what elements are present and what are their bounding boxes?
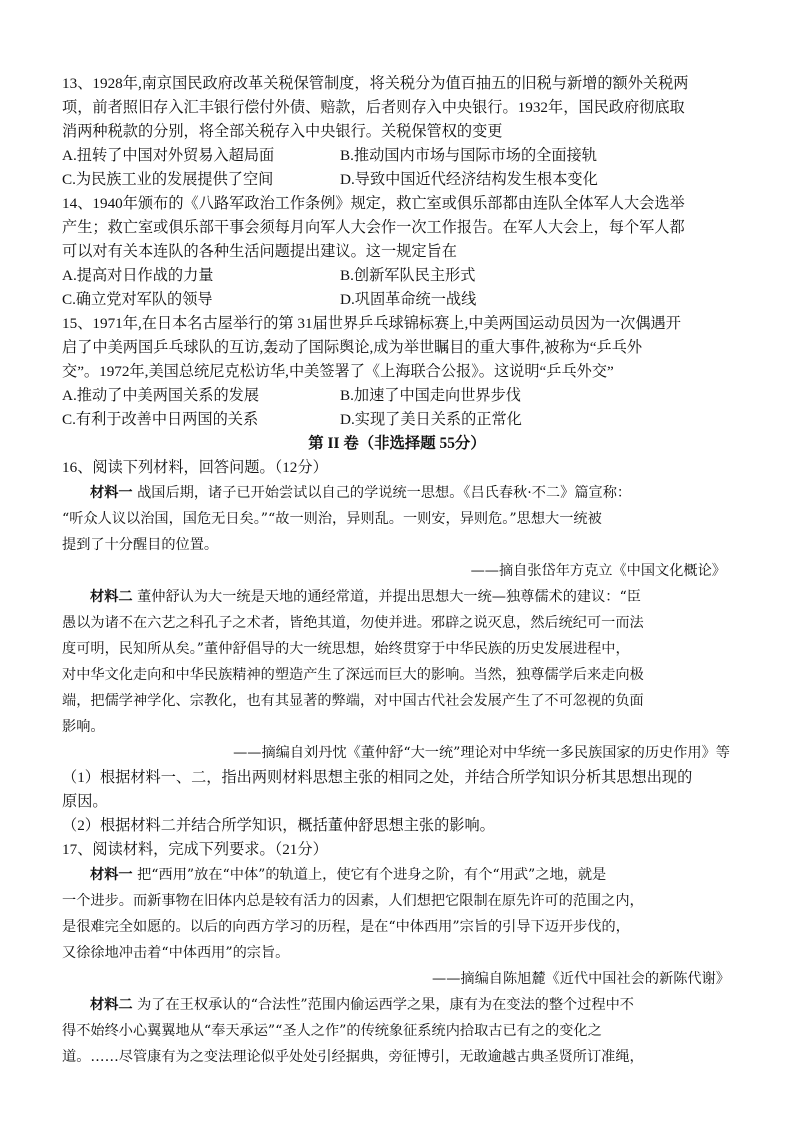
- q16-material-1-line: “听众人议以治国，国危无日矣。”“故一则治，异则乱。一则安，异则危。”思想大一统被: [62, 511, 602, 527]
- q16-material-1-line: 提到了十分醒目的位置。: [62, 537, 219, 553]
- q13-options-row: [62, 168, 732, 192]
- question-17: [62, 838, 732, 1070]
- q16-material-2-line: 度可明，民知所从矣。”董仲舒倡导的大一统思想，始终贯穿于中华民族的历史发展进程中，: [62, 641, 630, 657]
- q14-option-c[interactable]: C.确立党对军队的领导: [62, 291, 213, 308]
- q16-sub-1-line: （1）根据材料一、二，指出两则材料思想主张的相同之处，并结合所学知识分析其思想出现的: [62, 769, 693, 786]
- q16-material-2-line: 端，把儒学神学化、宗教化，也有其显著的弊端，对中国古代社会发展产生了不可忽视的负面: [62, 693, 644, 709]
- section-2-title: 第 II 卷（非选择题 55分）: [308, 435, 486, 452]
- q17-material-1: [62, 862, 732, 992]
- q14-option-b[interactable]: B.创新军队民主形式: [340, 267, 476, 284]
- q13-stem-line: 项，前者照旧存入汇丰银行偿付外债、赔款，后者则存入中央银行。1932年，国民政府彻底取: [62, 99, 685, 116]
- q14-stem-line: 产生；救亡室或俱乐部干事会须每月向军人大会作一次工作报告。在军人大会上，每个军人都: [62, 219, 685, 236]
- q17-material-1-line: 一个进步。而新事物在旧体内总是较有活力的因素，人们想把它限制在原先许可的范围之内，: [62, 893, 644, 909]
- q17-material-2: [62, 992, 732, 1070]
- q15-options-row: [62, 384, 732, 408]
- q13-option-a[interactable]: A.扭转了中国对外贸易入超局面: [62, 147, 275, 164]
- q14-options-row: [62, 288, 732, 312]
- question-15: [62, 312, 732, 432]
- q16-material-2-line: 对中华文化走向和中华民族精神的塑造产生了深远而巨大的影响。当然，独尊儒学后来走向极: [62, 667, 644, 683]
- q16-sub-question-2: （2）根据材料二并结合所学知识，概括董仲舒思想主张的影响。: [62, 817, 495, 834]
- q16-material-2-source: ——摘编自刘丹忱《董仲舒“大一统”理论对中华统一多民族国家的历史作用》等: [233, 745, 730, 761]
- page-content: [62, 72, 732, 1070]
- q17-material-1-line: [62, 862, 732, 888]
- q13-stem-line: 消两种税款的分别，将全部关税存入中央银行。关税保管权的变更: [62, 123, 503, 140]
- q17-stem: 17、阅读材料，完成下列要求。（21分）: [62, 841, 328, 858]
- q16-material-2: [62, 584, 732, 766]
- q13-option-c[interactable]: C.为民族工业的发展提供了空间: [62, 171, 274, 188]
- q17-material-1-label: 材料一: [90, 867, 133, 883]
- q15-option-d[interactable]: D.实现了美日关系的正常化: [340, 411, 522, 428]
- q17-material-2-label: 材料二: [90, 997, 133, 1013]
- q16-material-2-line: 影响。: [62, 719, 105, 735]
- q15-stem-line: 启了中美两国乒乓球队的互访,轰动了国际舆论,成为举世瞩目的重大事件,被称为“乒乓外: [62, 339, 643, 356]
- q16-material-1-label: 材料一: [90, 485, 133, 501]
- q15-option-c[interactable]: C.有利于改善中日两国的关系: [62, 411, 259, 428]
- q14-stem-line: 可以对有关本连队的各种生活问题提出建议。这一规定旨在: [62, 243, 457, 260]
- q17-material-2-line: 道。……尽管康有为之变法理论似乎处处引经据典，旁征博引，无敢逾越古典圣贤所订准绳，: [62, 1049, 644, 1065]
- q16-material-2-line: [62, 584, 732, 610]
- q14-option-d[interactable]: D.巩固革命统一战线: [340, 291, 477, 308]
- q13-option-d[interactable]: D.导致中国近代经济结构发生根本变化: [340, 171, 598, 188]
- q16-material-1-text: 战国后期，诸子已开始尝试以自己的学说统一思想。《吕氏春秋·不二》篇宣称：: [132, 485, 632, 501]
- q13-options-row: [62, 144, 732, 168]
- q17-material-2-text: 为了在王权承认的“合法性”范围内偷运西学之果，康有为在变法的整个过程中不: [132, 997, 634, 1013]
- q15-option-a[interactable]: A.推动了中美两国关系的发展: [62, 387, 260, 404]
- q14-options-row: [62, 264, 732, 288]
- q15-options-row: [62, 408, 732, 432]
- q17-material-1-line: 是很难完全如愿的。以后的向西方学习的历程，是在“中体西用”宗旨的引导下迈开步伐的，: [62, 919, 630, 935]
- question-16: [62, 456, 732, 838]
- q16-material-2-label: 材料二: [90, 589, 133, 605]
- q16-material-1-source: ——摘自张岱年方克立《中国文化概论》: [470, 563, 726, 579]
- question-14: [62, 192, 732, 312]
- q17-material-1-line: 又徐徐地冲击着“中体西用”的宗旨。: [62, 945, 290, 961]
- q16-sub-1-line: 原因。: [62, 793, 108, 810]
- q16-material-1: [62, 480, 732, 584]
- q14-option-a[interactable]: A.提高对日作战的力量: [62, 267, 214, 284]
- q17-material-2-line: [62, 992, 732, 1018]
- q13-option-b[interactable]: B.推动国内市场与国际市场的全面接轨: [340, 147, 597, 164]
- q16-stem: 16、阅读下列材料，回答问题。（12分）: [62, 459, 328, 476]
- q17-material-1-source: ——摘编自陈旭麓《近代中国社会的新陈代谢》: [432, 971, 730, 987]
- q15-stem-line: 交”。1972年,美国总统尼克松访华,中美签署了《上海联合公报》。这说明“乒乓外交”: [62, 363, 614, 380]
- q15-option-b[interactable]: B.加速了中国走向世界步伐: [340, 387, 521, 404]
- q13-stem-line: 13、1928年,南京国民政府改革关税保管制度，将关税分为值百抽五的旧税与新增的额外关税两: [62, 75, 689, 92]
- q15-stem-line: 15、1971年,在日本名古屋举行的第 31届世界乒乓球锦标赛上,中美两国运动员因为一次偶遇开: [62, 315, 681, 332]
- q16-sub-question-1: [62, 766, 732, 814]
- q17-material-1-text: 把“西用”放在“中体”的轨道上，使它有个进身之阶，有个“用武”之地，就是: [132, 867, 607, 883]
- q16-material-2-text: 董仲舒认为大一统是天地的通经常道，并提出思想大一统—独尊儒术的建议：“臣: [132, 589, 641, 605]
- question-13: [62, 72, 732, 192]
- q16-material-1-line: [62, 480, 732, 506]
- q16-material-2-line: 愚以为诸不在六艺之科孔子之术者，皆绝其道，勿使并进。邪辟之说灭息，然后统纪可一而法: [62, 615, 644, 631]
- q17-material-2-line: 得不始终小心翼翼地从“奉天承运”“圣人之作”的传统象征系统内拾取古已有之的变化之: [62, 1023, 602, 1039]
- q14-stem-line: 14、1940年颁布的《八路军政治工作条例》规定，救亡室或俱乐部都由连队全体军人大会选举: [62, 195, 685, 212]
